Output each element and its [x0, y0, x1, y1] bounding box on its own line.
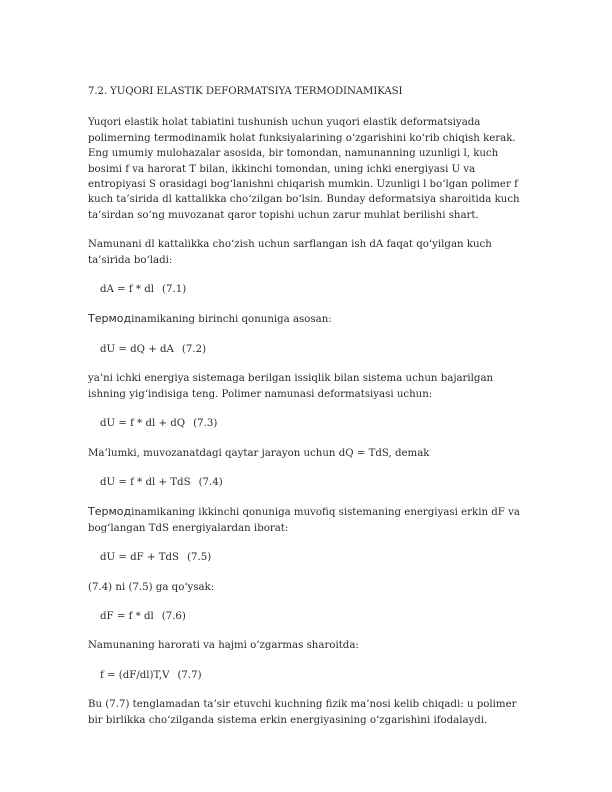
intro-paragraph: Yuqori elastik holat tabiatini tushunish uchun yuqori elastik deformatsiyada polimerning termodinamik holat funksiyalarining o‘zgarishini ko‘rib chiqish kerak. Eng umumiy mulohazalar asosida, bir tomondan, namunanning uzunligi l, kuch bosimi f va harorat T bilan, ikkinchi tomondan, uning ichki energiyasi U va entropiyasi S orasidagi bog‘lanishni chiqarish mumkin. Uzunligi l bo‘lgan polimer f kuch ta’sirida dl kattalikka cho‘zilgan bo‘lsin. Bunday deformatsiya sharoitida kuch ta’sirdan so‘ng muvozanat qaror topishi uchun zarur muhlat berilishi shart.: [88, 117, 520, 221]
paragraph-second-law: [88, 504, 528, 536]
paragraph-substitute: (7.4) ni (7.5) ga qo‘ysak:: [88, 581, 215, 593]
document-page: [88, 84, 528, 742]
formula-number: (7.1): [162, 284, 187, 296]
formula-expression: dU = f * dl + dQ: [100, 418, 186, 430]
formula-7-4: [100, 475, 528, 490]
paragraph-work: Namunani dl kattalikka cho‘zish uchun sarflangan ish dA faqat qo‘yilgan kuch ta’sirida bo‘ladi:: [88, 239, 492, 266]
paragraph-first-law: [88, 311, 528, 327]
paragraph-text: inamikaning birinchi qonuniga asosan:: [131, 314, 332, 326]
formula-7-3: [100, 416, 528, 431]
paragraph-text: inamikaning ikkinchi qonuniga muvofiq sistemaning energiyasi erkin dF va bog‘langan TdS energiyalardan iborat:: [88, 507, 520, 534]
cyrillic-prefix: Термод: [88, 505, 132, 519]
formula-number: (7.6): [161, 610, 186, 622]
formula-expression: dU = dQ + dA: [100, 343, 174, 355]
section-heading: 7.2. YUQORI ELASTIK DEFORMATSIYA TERMODINAMIKASI: [88, 86, 403, 97]
formula-7-1: [100, 282, 528, 297]
formula-number: (7.4): [198, 476, 223, 488]
formula-number: (7.2): [181, 343, 207, 355]
paragraph-reversible: Ma’lumki, muvozanatdagi qaytar jarayon uchun dQ = TdS, demak: [88, 447, 430, 459]
formula-expression: dF = f * dl: [100, 610, 154, 622]
formula-expression: f = (dF/dl)T,V: [100, 669, 170, 681]
formula-number: (7.5): [187, 552, 212, 564]
paragraph-conclusion: Bu (7.7) tenglamadan ta’sir etuvchi kuchning fizik ma’nosi kelib chiqadi: u polimer bir birlikka cho‘zilganda sistema erkin energiyasining o‘zgarishini ifodalaydi.: [88, 699, 517, 726]
formula-number: (7.7): [177, 669, 202, 681]
formula-expression: dU = dF + TdS: [100, 552, 180, 564]
formula-7-6: [100, 609, 528, 624]
formula-number: (7.3): [193, 418, 218, 430]
formula-expression: dU = f * dl + TdS: [100, 476, 191, 488]
formula-expression: dA = f * dl: [100, 284, 155, 296]
formula-7-2: [100, 342, 528, 357]
cyrillic-prefix: Термод: [88, 312, 132, 326]
formula-7-7: [100, 668, 528, 683]
formula-7-5: [100, 550, 528, 565]
paragraph-constant-conditions: Namunaning harorati va hajmi o‘zgarmas sharoitda:: [88, 640, 359, 652]
paragraph-internal-energy: ya’ni ichki energiya sistemaga berilgan issiqlik bilan sistema uchun bajarilgan ishning yig‘indisiga teng. Polimer namunasi deformatsiyasi uchun:: [88, 373, 494, 400]
